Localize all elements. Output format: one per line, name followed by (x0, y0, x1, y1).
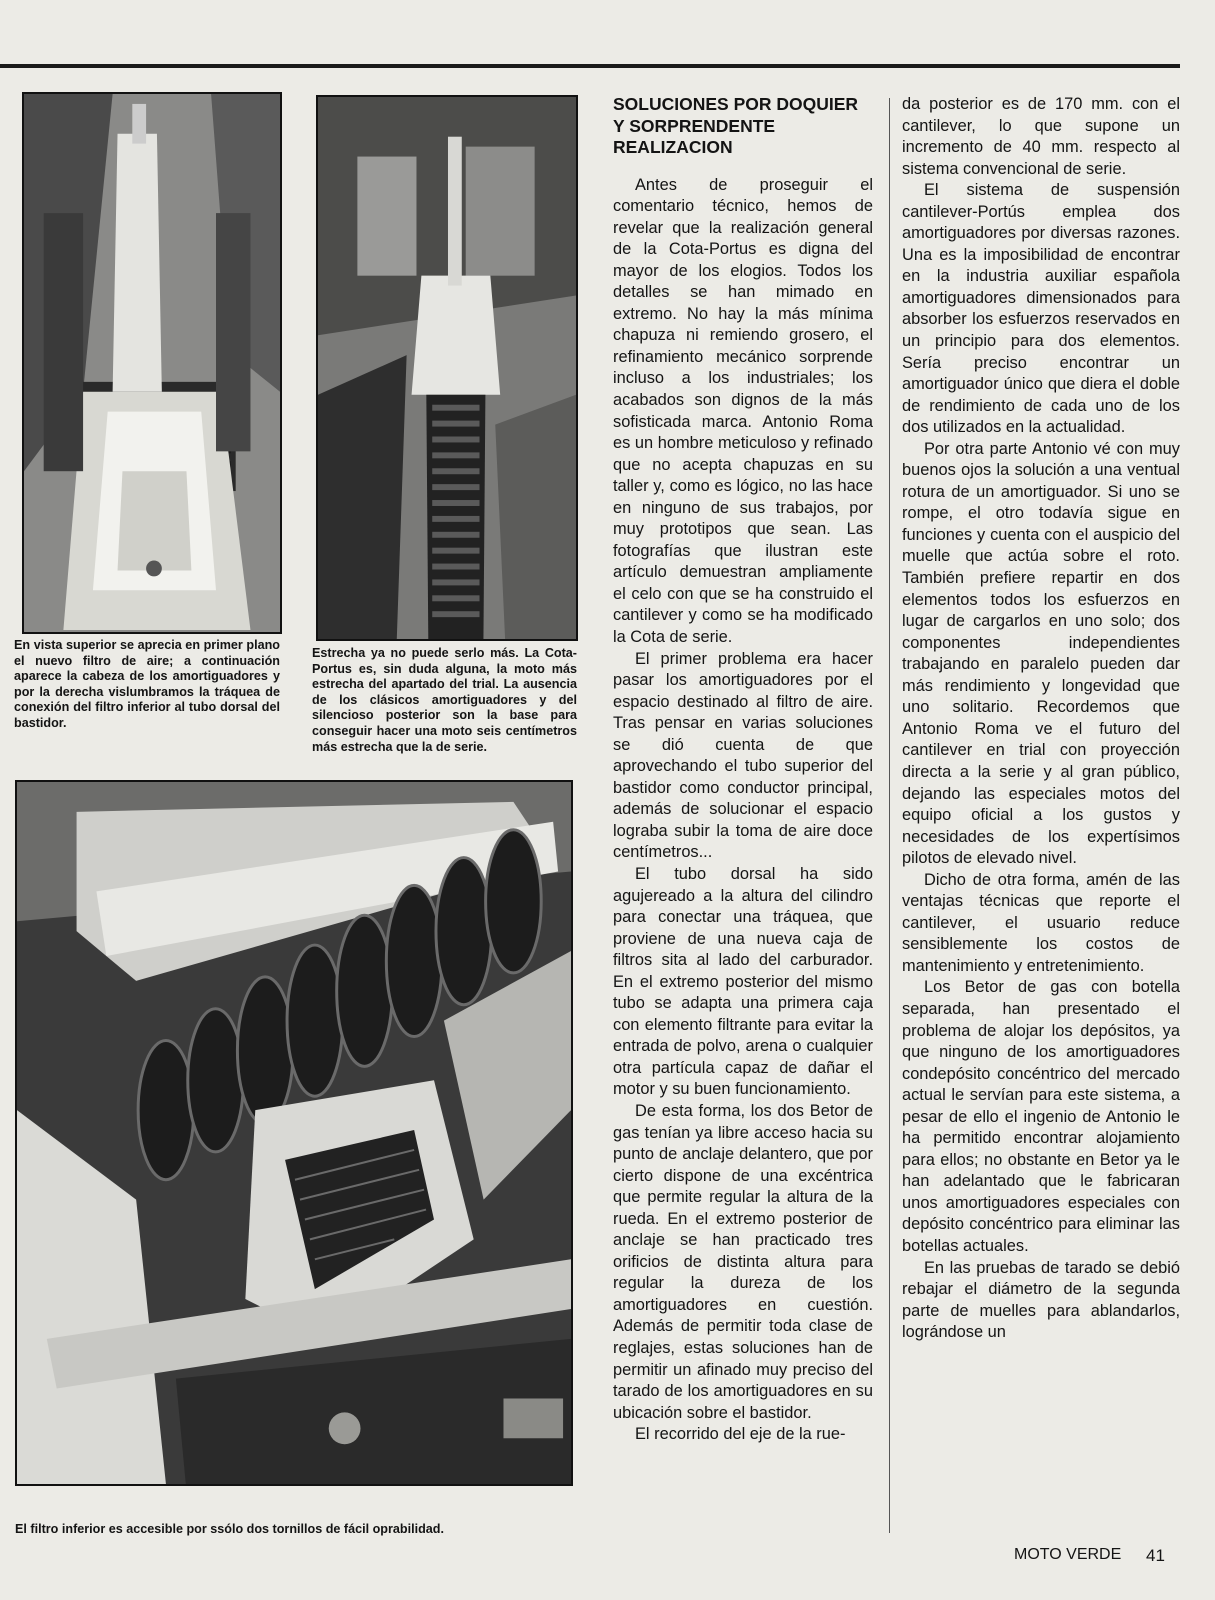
photo-rear-view (316, 95, 578, 641)
caption-photo-top-view: En vista superior se aprecia en primer plano el nuevo filtro de aire; a continuación aparece la cabeza de los amortiguadores y por la derecha vislumbramos la tráquea de conexión del filtro inferior al tubo dorsal del bastidor. (14, 638, 280, 730)
paragraph: Antes de proseguir el comentario técnico, hemos de revelar que la realización general de la Cota-Portus es digna del mayor de los elogios. Todos los detalles se han mimado en extremo. No hay la más mínima chapuza ni remiendo grosero, el refinamiento mecánico sorprende incluso a los industriales; los acabados son dignos de la más sofisticada marca. Antonio Roma es un hombre meticuloso y refinado que no acepta chapuzas en su taller y, como es lógico, no las hace en ninguno de sus trabajos, por muy prototipos que sean. Las fotografías que ilustran este artículo demuestran ampliamente el celo con que se ha construido el cantilever y como se ha modificado la Cota de serie. (613, 175, 873, 646)
photo-top-view (22, 92, 282, 634)
header-rule (0, 64, 1180, 68)
paragraph: En las pruebas de tarado se debió rebajar el diámetro de la segunda parte de muelles para ablandarlos, lográndose un (902, 1258, 1180, 1342)
magazine-name: MOTO VERDE (1014, 1546, 1122, 1563)
article-column-1 (613, 94, 873, 1446)
paragraph: El tubo dorsal ha sido agujereado a la altura del cilindro para conectar una tráquea, que proviene de una nueva caja de filtros sita al lado del carburador. En el extremo posterior del mismo tubo se adapta una primera caja con elemento filtrante para evitar la entrada de polvo, arena o cualquier otra partícula capaz de dañar el motor y su buen funcionamiento. (613, 865, 873, 1099)
paragraph: El primer problema era hacer pasar los amortiguadores por el espacio destinado al filtro de aire. Tras pensar en varias soluciones se dió cuenta de que aprovechando el tubo superior del bastidor como conductor principal, además de solucionar el espacio lograba subir la toma de aire doce centímetros... (613, 649, 873, 862)
paragraph: De esta forma, los dos Betor de gas tenían ya libre acceso hacia su punto de anclaje delantero, que por cierto dispone de una excéntrica que permite regular la altura de la rueda. En el extremo posterior de anclaje se han practicado tres orificios de distinta altura para regular la dureza de los amortiguadores en cuestión. Además de permitir toda clase de reglajes, estas soluciones han de permitir un afinado muy preciso del tarado de los amortiguadores en su ubicación sobre el bastidor. (613, 1102, 873, 1422)
column-divider (889, 98, 890, 1533)
paragraph: El sistema de suspensión cantilever-Portús emplea dos amortiguadores por diversas razones. Una es la imposibilidad de encontrar en la industria auxiliar española amortiguadores dimensionados para absorber los esfuerzos reservados en un principio para dos elementos. Sería preciso encontrar un amortiguador único que diera el doble de rendimiento de cada uno de los dos utilizados en la actualidad. (902, 181, 1180, 437)
photo-shock-closeup (15, 780, 573, 1486)
paragraph: Los Betor de gas con botella separada, han presentado el problema de alojar los depósitos, ya que ninguno de los amortiguadores condepósito concéntrico del mercado actual le servían para este sistema, a pesar de ello el ingenio de Antonio le ha permitido encontrar alojamiento para ellos; no obstante en Betor ya le han adelantado que le fabricaran unos amortiguadores especiales con depósito concéntrico para eliminar las botellas actuales. (902, 978, 1180, 1255)
caption-photo-rear-view: Estrecha ya no puede serlo más. La Cota-Portus es, sin duda alguna, la moto más estrecha del apartado del trial. La ausencia de los clásicos amortiguadores y del silencioso posterior son la base para conseguir hacer una moto seis centímetros más estrecha que la de serie. (312, 646, 577, 754)
paragraph: Por otra parte Antonio vé con muy buenos ojos la solución a una ventual rotura de un amortiguador. Si uno se rompe, el otro todavía sigue en funciones y cuenta con el auspicio del muelle que actúa sobre el roto. También prefiere repartir en dos elementos todos los esfuerzos en lugar de cargarlos en uno solo; dos componentes independientes trabajando en paralelo pueden dar más rendimiento y longevidad que uno solitario. Recordemos que Antonio Roma ve el futuro del cantilever en trial con proyección directa a la serie y al gran público, dejando las especiales motos del equipo oficial a los gustos y necesidades de los expertísimos pilotos de elevado nivel. (902, 439, 1180, 868)
page-number: 41 (1146, 1546, 1165, 1565)
paragraph: Dicho de otra forma, amén de las ventajas técnicas que reporte el cantilever, el usuario reduce sensiblemente los costos de mantenimiento y entretenimiento. (902, 870, 1180, 975)
paragraph: El recorrido del eje de la rue- (635, 1425, 846, 1444)
caption-photo-shock-closeup: El filtro inferior es accesible por ssólo dos tornillos de fácil oprabilidad. (15, 1522, 444, 1536)
paragraph: da posterior es de 170 mm. con el cantilever, lo que supone un incremento de 40 mm. respecto al sistema convencional de serie. (902, 95, 1180, 178)
article-heading: SOLUCIONES POR DOQUIER Y SORPRENDENTE REALIZACION (613, 94, 859, 157)
article-column-2 (902, 94, 1180, 1344)
